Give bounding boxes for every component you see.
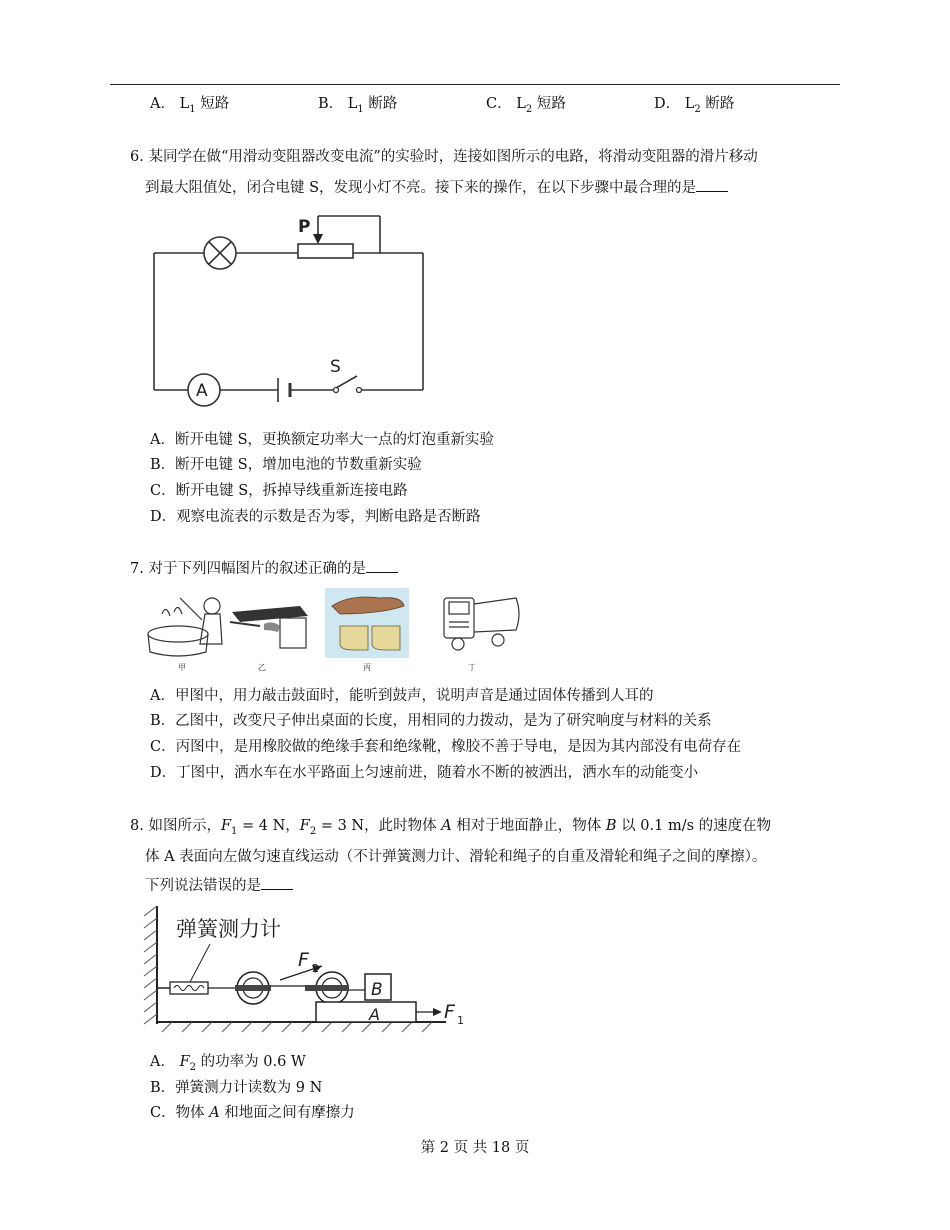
q6-option-b: B．断开电键 S，增加电池的节数重新实验: [150, 457, 422, 473]
block-b-label: B: [371, 980, 383, 1000]
q6-stem-line2: 到最大阻值处，闭合电键 S，发现小灯不亮。接下来的操作，在以下步骤中最合理的是: [145, 176, 728, 197]
block-a-label: A: [369, 1005, 380, 1024]
q7-option-d: D．丁图中，洒水车在水平路面上匀速前进，随着水不断的被洒出，洒水车的动能变小: [150, 765, 699, 781]
q8-pulley-diagram: [140, 902, 480, 1038]
q8-stem-line3: 下列说法错误的是: [145, 874, 293, 895]
q6-option-a: A．断开电键 S，更换额定功率大一点的灯泡重新实验: [150, 432, 495, 448]
f1-label: F: [444, 1001, 455, 1023]
q6-option-c: C．断开电键 S，拆掉导线重新连接电路: [150, 483, 408, 499]
answer-blank: [696, 179, 728, 192]
image-label-bing: 丙: [363, 663, 371, 672]
q8-stem-line2: 体 A 表面向左做匀速直线运动（不计弹簧测力计、滑轮和绳子的自重及滑轮和绳子之间的摩擦）。: [145, 849, 767, 865]
slider-label: P: [298, 217, 311, 237]
answer-blank: [366, 560, 398, 573]
header-rule: [110, 84, 840, 85]
gloves-boots-image: [325, 588, 409, 658]
ruler-image: [230, 606, 308, 648]
drum-image: [148, 598, 222, 656]
spring-scale-label: 弹簧测力计: [176, 917, 281, 941]
ammeter-label: A: [196, 381, 208, 401]
image-label-yi: 乙: [258, 663, 266, 672]
q8-option-c: C．物体 A 和地面之间有摩擦力: [150, 1105, 355, 1121]
q6-circuit-diagram: [140, 208, 440, 418]
q6-stem-line1: 6. 某同学在做“用滑动变阻器改变电流”的实验时，连接如图所示的电路，将滑动变阻器的滑片移动: [130, 149, 758, 165]
q8-option-b: B．弹簧测力计读数为 9 N: [150, 1080, 323, 1096]
q7-option-b: B．乙图中，改变尺子伸出桌面的长度，用相同的力拨动，是为了研究响度与材料的关系: [150, 713, 712, 729]
q5-option-b: B． $L_1$ 断路: [318, 96, 398, 115]
q5-option-a: A． $L_1$ 短路: [150, 96, 230, 115]
page-footer: 第 2 页 共 18 页: [420, 1140, 530, 1156]
q7-option-a: A．甲图中，用力敲击鼓面时，能听到鼓声，说明声音是通过固体传播到人耳的: [150, 688, 654, 704]
f2-subscript: 2: [312, 962, 319, 975]
answer-blank: [261, 877, 293, 890]
q5-option-d: D． $L_2$ 断路: [654, 96, 735, 115]
image-label-ding: 丁: [468, 663, 476, 672]
q5-option-c: C． $L_2$ 短路: [486, 96, 566, 115]
q7-option-c: C．丙图中，是用橡胶做的绝缘手套和绝缘靴，橡胶不善于导电，是因为其内部没有电荷存在: [150, 739, 742, 755]
q8-stem-line1: 8. 如图所示，$F_1 = 4$ N，$F_2 = 3$ N，此时物体 A 相对于地面静止，物体 B 以 0.1 m/s 的速度在物: [130, 818, 772, 837]
q7-stem: 7. 对于下列四幅图片的叙述正确的是: [130, 557, 398, 578]
q8-option-a: A． $F_2$ 的功率为 0.6 W: [150, 1054, 306, 1073]
q7-four-images: [140, 584, 520, 674]
image-label-jia: 甲: [178, 663, 186, 672]
switch-label: S: [330, 357, 341, 377]
water-truck-image: [444, 598, 519, 650]
q6-option-d: D．观察电流表的示数是否为零，判断电路是否断路: [150, 509, 481, 525]
bulb-symbol: [204, 237, 236, 269]
f2-label: F: [298, 949, 309, 971]
f1-subscript: 1: [457, 1014, 464, 1027]
